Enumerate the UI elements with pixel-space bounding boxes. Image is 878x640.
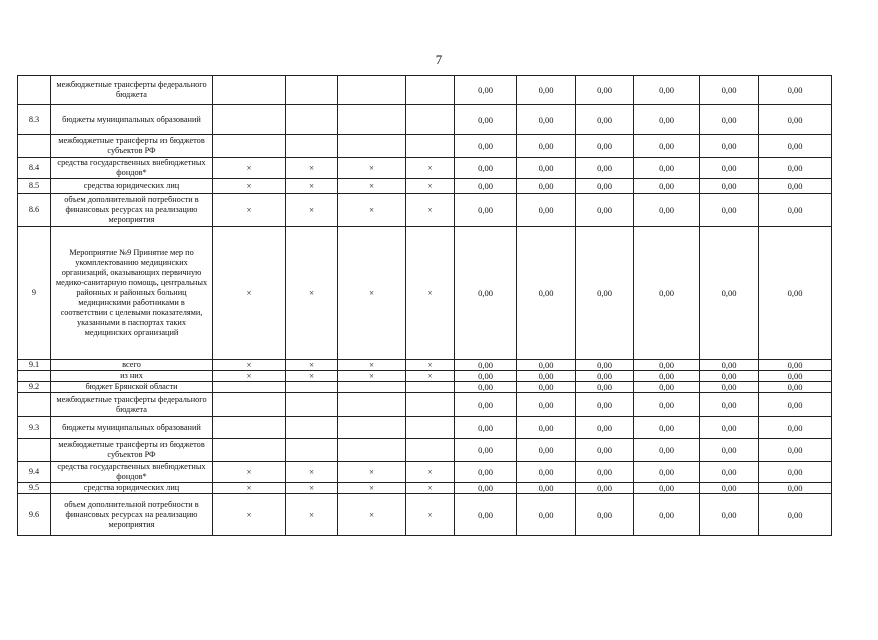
value-cell: 0,00: [455, 417, 517, 439]
mark-cell: ×: [338, 158, 406, 179]
row-description: межбюджетные трансферты из бюджетов субъектов РФ: [51, 135, 213, 158]
value-cell: 0,00: [634, 194, 700, 227]
value-cell: 0,00: [455, 462, 517, 483]
mark-cell: ×: [406, 227, 455, 360]
value-cell: 0,00: [759, 382, 832, 393]
row-number: 8.3: [18, 105, 51, 135]
table-row: [18, 227, 832, 360]
value-cell: 0,00: [700, 483, 759, 494]
table-row: [18, 158, 832, 179]
value-cell: 0,00: [517, 105, 576, 135]
mark-cell: [286, 439, 338, 462]
mark-cell: [406, 135, 455, 158]
mark-cell: ×: [286, 158, 338, 179]
value-cell: 0,00: [517, 158, 576, 179]
value-cell: 0,00: [576, 360, 634, 371]
value-cell: 0,00: [700, 135, 759, 158]
value-cell: 0,00: [455, 135, 517, 158]
value-cell: 0,00: [576, 483, 634, 494]
mark-cell: [286, 382, 338, 393]
value-cell: 0,00: [517, 483, 576, 494]
value-cell: 0,00: [517, 360, 576, 371]
table-row: [18, 194, 832, 227]
value-cell: 0,00: [455, 76, 517, 105]
mark-cell: [213, 393, 286, 417]
value-cell: 0,00: [759, 194, 832, 227]
value-cell: 0,00: [455, 105, 517, 135]
value-cell: 0,00: [517, 462, 576, 483]
row-number: 9.1: [18, 360, 51, 371]
mark-cell: ×: [338, 360, 406, 371]
mark-cell: [406, 393, 455, 417]
value-cell: 0,00: [576, 105, 634, 135]
value-cell: 0,00: [517, 494, 576, 536]
value-cell: 0,00: [700, 417, 759, 439]
mark-cell: [286, 417, 338, 439]
value-cell: 0,00: [700, 382, 759, 393]
mark-cell: ×: [213, 227, 286, 360]
mark-cell: ×: [406, 179, 455, 194]
row-description: межбюджетные трансферты из бюджетов субъектов РФ: [51, 439, 213, 462]
table-row: [18, 439, 832, 462]
mark-cell: [338, 393, 406, 417]
mark-cell: [286, 393, 338, 417]
value-cell: 0,00: [759, 227, 832, 360]
table-row: [18, 494, 832, 536]
value-cell: 0,00: [455, 360, 517, 371]
mark-cell: ×: [213, 158, 286, 179]
mark-cell: [406, 76, 455, 105]
value-cell: 0,00: [759, 76, 832, 105]
mark-cell: [406, 382, 455, 393]
mark-cell: [338, 382, 406, 393]
value-cell: 0,00: [700, 105, 759, 135]
mark-cell: ×: [406, 483, 455, 494]
value-cell: 0,00: [634, 462, 700, 483]
value-cell: 0,00: [634, 439, 700, 462]
value-cell: 0,00: [700, 179, 759, 194]
mark-cell: ×: [213, 371, 286, 382]
row-description: бюджеты муниципальных образований: [51, 105, 213, 135]
budget-table: [17, 75, 832, 536]
row-number: 9.5: [18, 483, 51, 494]
value-cell: 0,00: [759, 483, 832, 494]
mark-cell: ×: [406, 158, 455, 179]
value-cell: 0,00: [759, 462, 832, 483]
value-cell: 0,00: [455, 494, 517, 536]
table-row: [18, 462, 832, 483]
value-cell: 0,00: [455, 439, 517, 462]
row-description: средства юридических лиц: [51, 179, 213, 194]
mark-cell: ×: [406, 371, 455, 382]
row-description: из них: [51, 371, 213, 382]
mark-cell: [213, 417, 286, 439]
value-cell: 0,00: [517, 417, 576, 439]
row-number: [18, 135, 51, 158]
row-number: [18, 393, 51, 417]
mark-cell: ×: [213, 360, 286, 371]
value-cell: 0,00: [634, 360, 700, 371]
value-cell: 0,00: [455, 158, 517, 179]
value-cell: 0,00: [634, 483, 700, 494]
row-description: средства государственных внебюджетных фондов*: [51, 158, 213, 179]
mark-cell: ×: [338, 371, 406, 382]
row-number: 8.6: [18, 194, 51, 227]
table-row: [18, 393, 832, 417]
value-cell: 0,00: [759, 393, 832, 417]
mark-cell: ×: [213, 194, 286, 227]
table-row: [18, 179, 832, 194]
value-cell: 0,00: [455, 382, 517, 393]
mark-cell: [286, 135, 338, 158]
value-cell: 0,00: [517, 371, 576, 382]
value-cell: 0,00: [517, 393, 576, 417]
value-cell: 0,00: [634, 158, 700, 179]
row-number: 8.5: [18, 179, 51, 194]
value-cell: 0,00: [700, 76, 759, 105]
value-cell: 0,00: [759, 494, 832, 536]
mark-cell: ×: [338, 179, 406, 194]
mark-cell: ×: [286, 227, 338, 360]
value-cell: 0,00: [576, 417, 634, 439]
value-cell: 0,00: [576, 462, 634, 483]
value-cell: 0,00: [759, 439, 832, 462]
row-description: объем дополнительной потребности в финансовых ресурсах на реализацию мероприятия: [51, 194, 213, 227]
value-cell: 0,00: [759, 417, 832, 439]
mark-cell: [338, 76, 406, 105]
mark-cell: [213, 382, 286, 393]
value-cell: 0,00: [517, 135, 576, 158]
mark-cell: ×: [338, 483, 406, 494]
row-number: 9.4: [18, 462, 51, 483]
mark-cell: ×: [286, 194, 338, 227]
value-cell: 0,00: [634, 393, 700, 417]
mark-cell: ×: [286, 483, 338, 494]
row-description: объем дополнительной потребности в финансовых ресурсах на реализацию мероприятия: [51, 494, 213, 536]
value-cell: 0,00: [455, 179, 517, 194]
row-number: 9.3: [18, 417, 51, 439]
value-cell: 0,00: [700, 360, 759, 371]
value-cell: 0,00: [576, 393, 634, 417]
value-cell: 0,00: [759, 105, 832, 135]
value-cell: 0,00: [634, 135, 700, 158]
page-number: 7: [435, 52, 443, 67]
table-row: [18, 360, 832, 371]
row-description: средства государственных внебюджетных фондов*: [51, 462, 213, 483]
value-cell: 0,00: [634, 179, 700, 194]
mark-cell: ×: [406, 360, 455, 371]
value-cell: 0,00: [700, 494, 759, 536]
value-cell: 0,00: [517, 76, 576, 105]
value-cell: 0,00: [700, 462, 759, 483]
mark-cell: [338, 135, 406, 158]
value-cell: 0,00: [576, 227, 634, 360]
table-row: [18, 105, 832, 135]
mark-cell: ×: [286, 462, 338, 483]
mark-cell: [213, 76, 286, 105]
value-cell: 0,00: [576, 158, 634, 179]
row-description: средства юридических лиц: [51, 483, 213, 494]
mark-cell: [338, 439, 406, 462]
row-number: 9.6: [18, 494, 51, 536]
mark-cell: [338, 105, 406, 135]
mark-cell: ×: [406, 494, 455, 536]
value-cell: 0,00: [759, 179, 832, 194]
value-cell: 0,00: [455, 483, 517, 494]
row-description: бюджеты муниципальных образований: [51, 417, 213, 439]
table-row: [18, 371, 832, 382]
row-number: [18, 371, 51, 382]
mark-cell: ×: [213, 179, 286, 194]
value-cell: 0,00: [700, 371, 759, 382]
value-cell: 0,00: [576, 194, 634, 227]
mark-cell: [406, 105, 455, 135]
row-number: 9.2: [18, 382, 51, 393]
value-cell: 0,00: [634, 105, 700, 135]
mark-cell: [213, 439, 286, 462]
table-row: [18, 382, 832, 393]
value-cell: 0,00: [517, 382, 576, 393]
mark-cell: ×: [286, 360, 338, 371]
row-description: Мероприятие №9 Принятие мер по укомплектованию медицинских организаций, оказывающих первичную медико-санитарную помощь, центральных районных и районных больниц медицинскими работниками в соответствии с целевыми показателями, указанными в паспортах таких медицинских организаций: [51, 227, 213, 360]
mark-cell: ×: [286, 179, 338, 194]
value-cell: 0,00: [634, 417, 700, 439]
table-row: [18, 76, 832, 105]
value-cell: 0,00: [700, 393, 759, 417]
mark-cell: ×: [286, 494, 338, 536]
row-number: [18, 439, 51, 462]
value-cell: 0,00: [700, 439, 759, 462]
row-number: 8.4: [18, 158, 51, 179]
value-cell: 0,00: [576, 135, 634, 158]
value-cell: 0,00: [576, 76, 634, 105]
mark-cell: ×: [338, 494, 406, 536]
mark-cell: ×: [338, 462, 406, 483]
mark-cell: [406, 417, 455, 439]
value-cell: 0,00: [517, 194, 576, 227]
mark-cell: [286, 105, 338, 135]
mark-cell: [338, 417, 406, 439]
value-cell: 0,00: [455, 194, 517, 227]
value-cell: 0,00: [700, 194, 759, 227]
row-description: межбюджетные трансферты федерального бюджета: [51, 76, 213, 105]
mark-cell: [213, 105, 286, 135]
mark-cell: [286, 76, 338, 105]
value-cell: 0,00: [576, 179, 634, 194]
value-cell: 0,00: [634, 494, 700, 536]
value-cell: 0,00: [517, 439, 576, 462]
value-cell: 0,00: [634, 76, 700, 105]
value-cell: 0,00: [455, 371, 517, 382]
mark-cell: ×: [213, 483, 286, 494]
mark-cell: ×: [213, 494, 286, 536]
value-cell: 0,00: [759, 371, 832, 382]
mark-cell: ×: [406, 462, 455, 483]
value-cell: 0,00: [576, 371, 634, 382]
mark-cell: ×: [406, 194, 455, 227]
value-cell: 0,00: [700, 158, 759, 179]
table-row: [18, 135, 832, 158]
value-cell: 0,00: [634, 227, 700, 360]
value-cell: 0,00: [576, 494, 634, 536]
row-number: 9: [18, 227, 51, 360]
value-cell: 0,00: [700, 227, 759, 360]
row-description: бюджет Брянской области: [51, 382, 213, 393]
mark-cell: [406, 439, 455, 462]
mark-cell: ×: [338, 194, 406, 227]
value-cell: 0,00: [634, 382, 700, 393]
value-cell: 0,00: [759, 135, 832, 158]
table-row: [18, 483, 832, 494]
row-number: [18, 76, 51, 105]
mark-cell: ×: [286, 371, 338, 382]
value-cell: 0,00: [576, 382, 634, 393]
table-row: [18, 417, 832, 439]
row-description: всего: [51, 360, 213, 371]
value-cell: 0,00: [576, 439, 634, 462]
mark-cell: [213, 135, 286, 158]
value-cell: 0,00: [455, 227, 517, 360]
value-cell: 0,00: [517, 179, 576, 194]
value-cell: 0,00: [634, 371, 700, 382]
value-cell: 0,00: [759, 360, 832, 371]
value-cell: 0,00: [759, 158, 832, 179]
mark-cell: ×: [213, 462, 286, 483]
value-cell: 0,00: [455, 393, 517, 417]
mark-cell: ×: [338, 227, 406, 360]
value-cell: 0,00: [517, 227, 576, 360]
row-description: межбюджетные трансферты федерального бюджета: [51, 393, 213, 417]
